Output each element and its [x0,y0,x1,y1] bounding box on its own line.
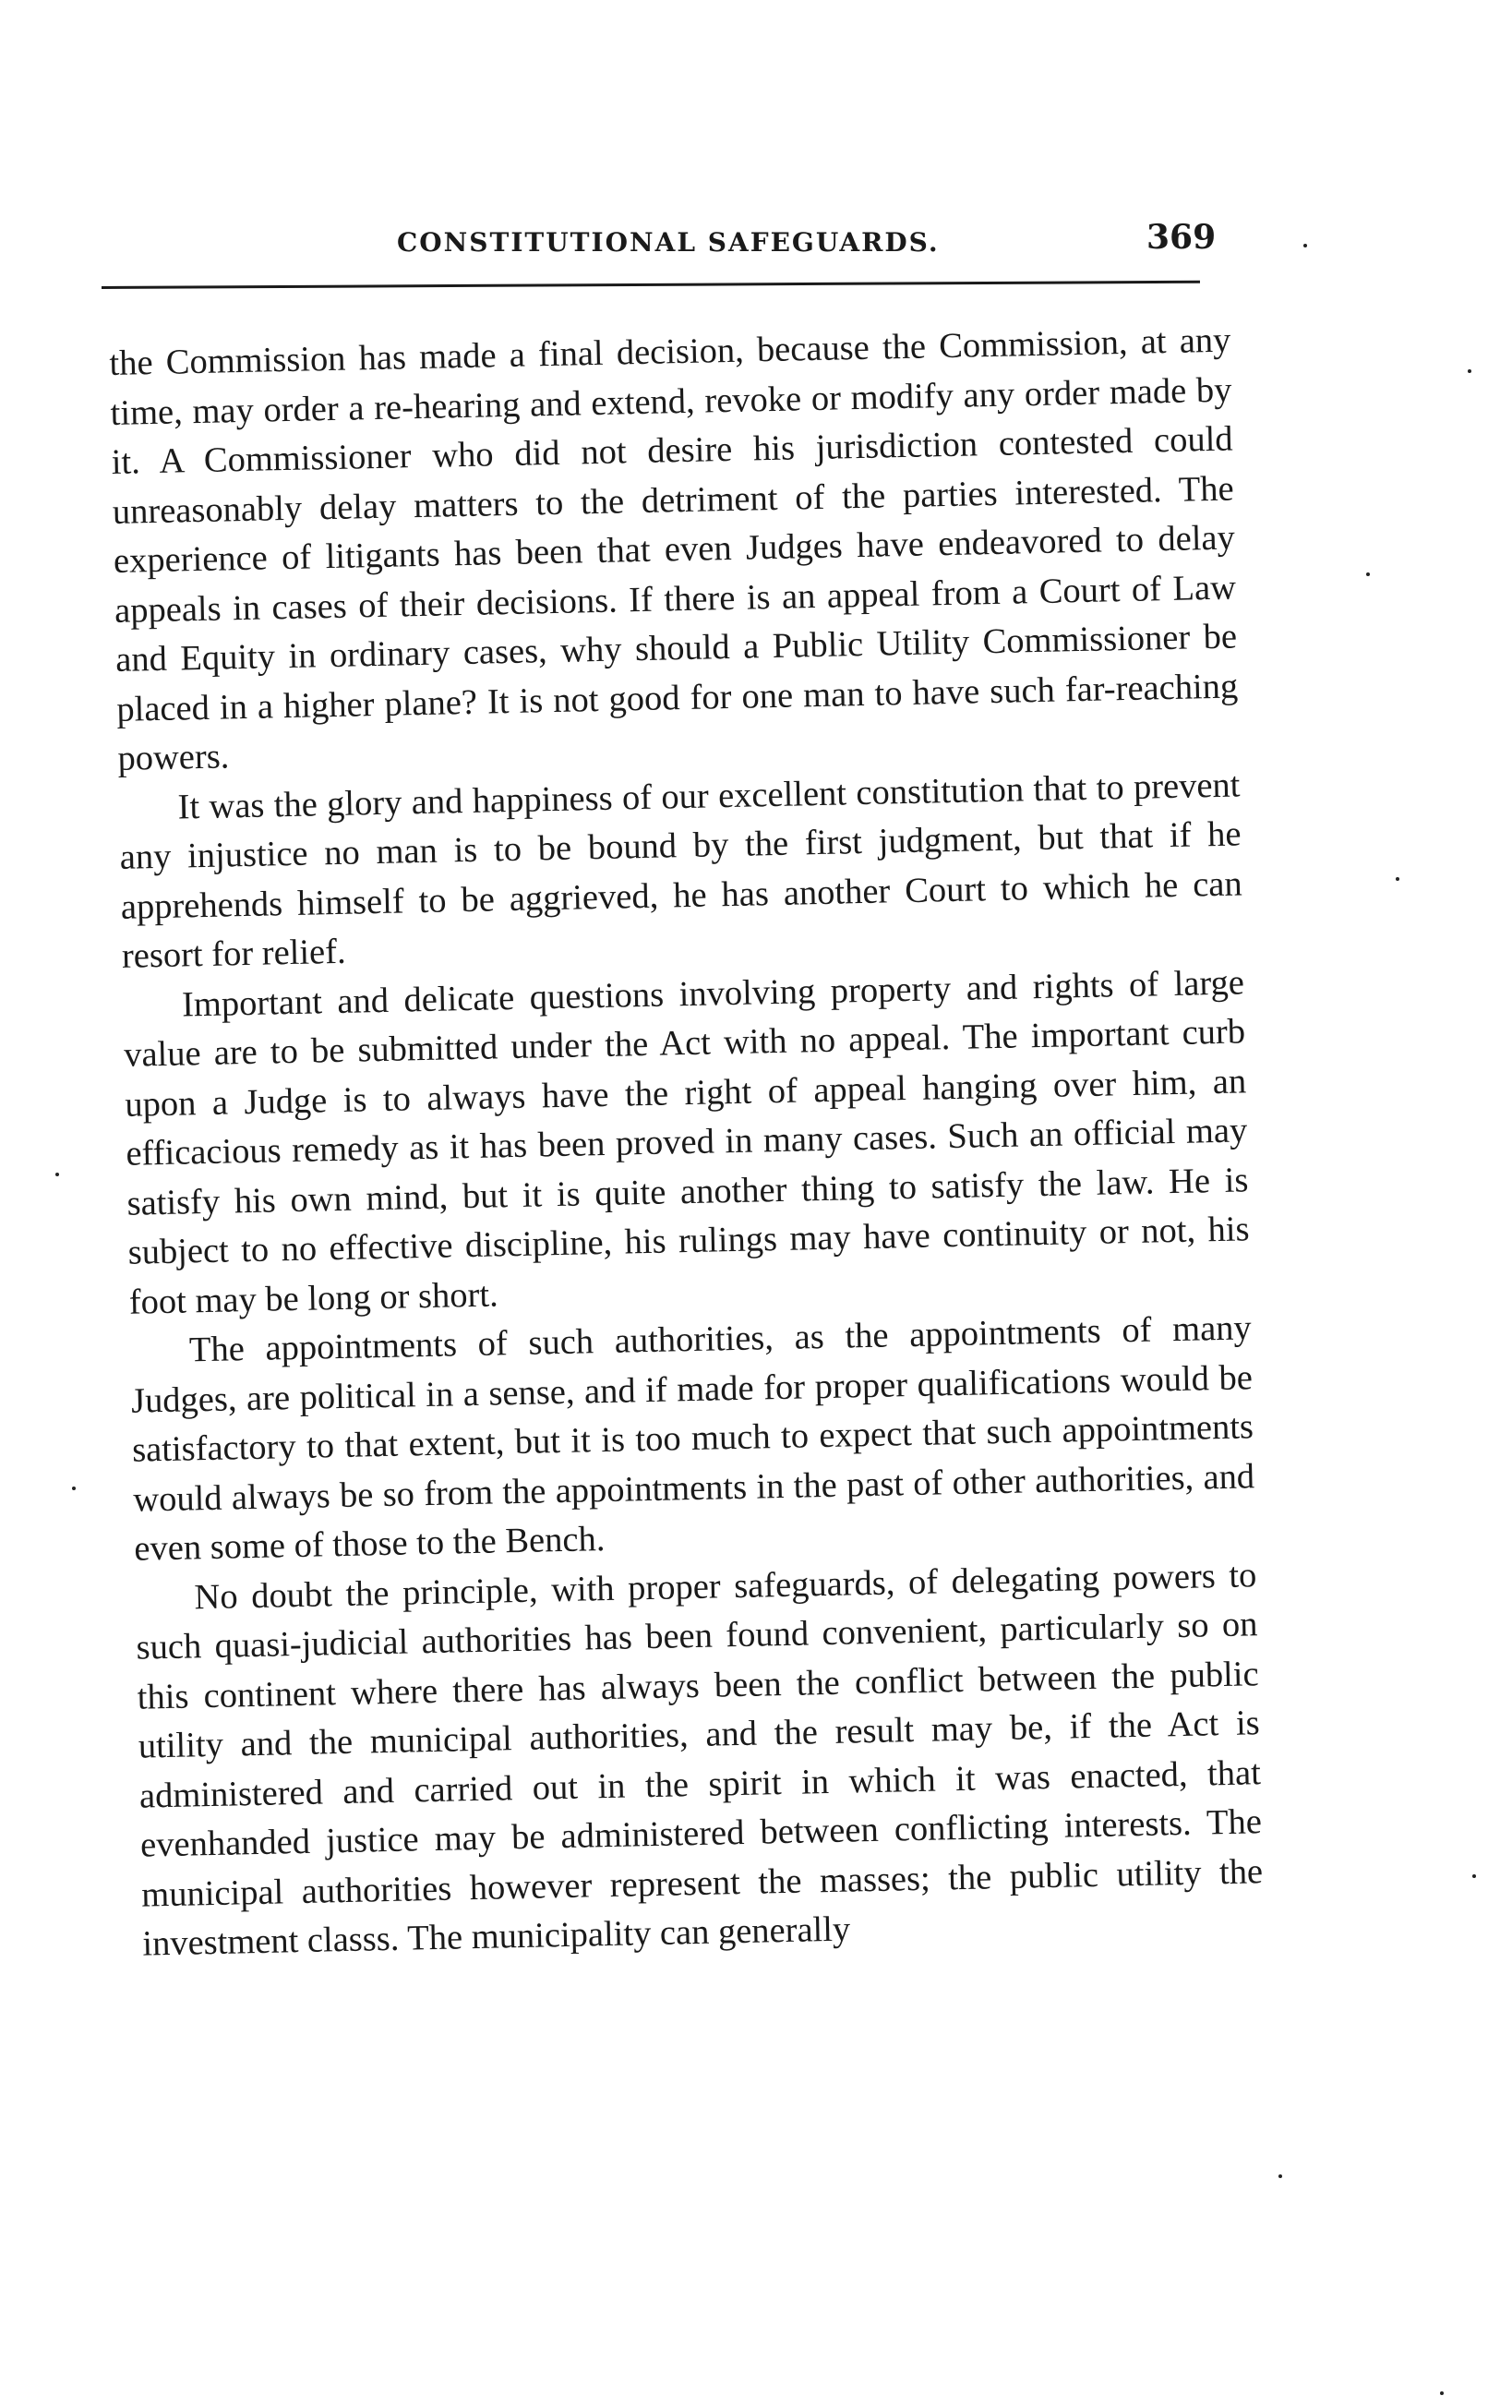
scan-speck [1278,2174,1282,2178]
scan-speck [55,1173,59,1176]
header-rule [102,281,1200,289]
scan-speck [1468,369,1471,373]
paragraph-1: the Commission has made a final decision, because the Commission, at any time, may order a re-hearing and extend, revoke or modify any order made by it. A Commissioner who did not desire his jurisdiction contested could unreasonably delay matters to the detriment of the parties interested. The experience of litigants has been that even Judges have endeavored to delay appeals in cases of their decisions. If there is an appeal from a Court of Law and Equity in ordinary cases, why should a Public Utility Commissioner be placed in a higher plane? It is not good for one man to have such far-reaching powers. [109,320,1239,778]
paragraph-5: No doubt the principle, with proper safeguards, of delegating powers to such quasi-judicial authorities has been found convenient, particularly so on this continent where there has always been the conflict between the public utility and the municipal authorities, and the result may be, if the Act is administered and carried out in the spirit in which it was enacted, that evenhanded justice may be administered between conflicting interests. The municipal authorities however represent the masses; the public utility the investment classs. The municipality can generally [136,1555,1264,1964]
scan-speck [1366,572,1370,576]
body-text [109,317,1265,1970]
paragraph-2: It was the glory and happiness of our excellent constitution that to prevent any injustice no man is to be bound by the first judgment, but that if he apprehends himself to be aggrieved, he has another Court to which he can resort for relief. [119,765,1243,976]
scan-speck [1396,877,1399,881]
page-header [102,218,1217,273]
scan-speck [1440,2391,1444,2395]
scan-speck [1472,1874,1476,1878]
paragraph-4: The appointments of such authorities, as the appointments of many Judges, are political in a sense, and if made for proper qualifications would be satisfactory to that extent, but it is too much to expect that such appointments would always be so from the appointments in the past of other authorities, and even some of those to the Bench. [130,1308,1255,1569]
paragraph-3: Important and delicate questions involving property and rights of large value are to be submitted under the Act with no appeal. The important curb upon a Judge is to always have the right of appeal hanging over him, an efficacious remedy as it has been proved in many cases. Such an official may satisfy his own mind, but it is quite another thing to satisfy the law. He is subject to no effective discipline, his rulings may have continuity or not, his foot may be long or short. [123,962,1250,1322]
scan-speck [72,1487,76,1490]
page-number: 369 [1146,218,1217,257]
running-head: CONSTITUTIONAL SAFEGUARDS. [397,227,940,258]
scan-speck [1303,244,1307,247]
